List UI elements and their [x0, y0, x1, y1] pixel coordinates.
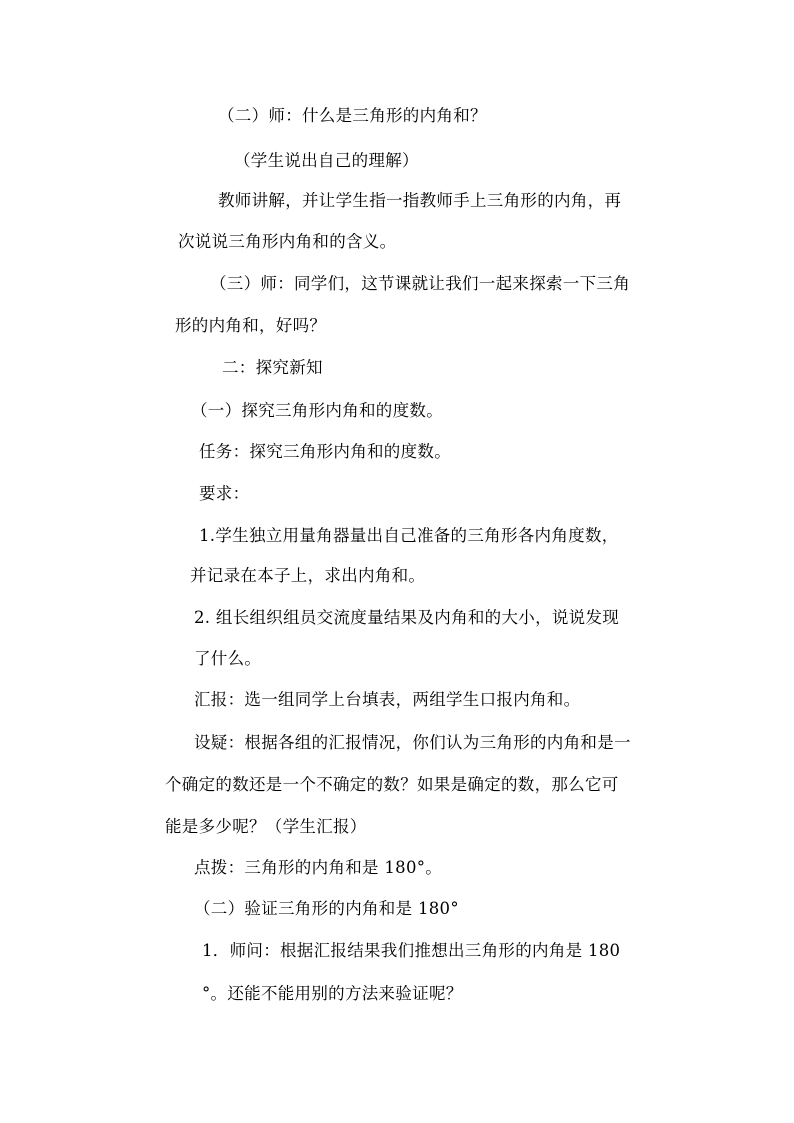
text-line: 教师讲解，并让学生指一指教师手上三角形的内角，再 — [218, 191, 622, 210]
text-line: 要求： — [199, 484, 250, 503]
subsection-heading: （二）验证三角形的内角和是 180° — [194, 899, 459, 918]
text-line: 并记录在本子上，求出内角和。 — [190, 566, 426, 585]
text-line: 个确定的数还是一个不确定的数？如果是确定的数，那么它可 — [165, 775, 619, 794]
list-item: 1．师问：根据汇报结果我们推想出三角形的内角是 180 — [202, 941, 621, 960]
text-line: 能是多少呢？（学生汇报） — [165, 817, 367, 836]
section-heading: 二：探究新知 — [222, 358, 323, 377]
text-line: °。还能不能用别的方法来验证呢？ — [202, 984, 463, 1003]
list-item: 1.学生独立用量角器量出自己准备的三角形各内角度数， — [199, 526, 619, 545]
text-line: 任务：探究三角形内角和的度数。 — [199, 442, 451, 461]
text-line: 次说说三角形内角和的含义。 — [178, 232, 397, 251]
text-line: 设疑：根据各组的汇报情况，你们认为三角形的内角和是一 — [194, 733, 631, 752]
subsection-heading: （一）探究三角形内角和的度数。 — [191, 401, 443, 420]
text-line: （学生说出自己的理解） — [234, 151, 419, 170]
text-line: （三）师：同学们，这节课就让我们一起来探索一下三角 — [210, 274, 630, 293]
text-line: （二）师：什么是三角形的内角和？ — [218, 106, 487, 125]
list-item: 2. 组长组织组员交流度量结果及内角和的大小，说说发现 — [194, 608, 620, 627]
text-line: 汇报：选一组同学上台填表，两组学生口报内角和。 — [194, 690, 581, 709]
text-line: 点拨：三角形的内角和是 180°。 — [194, 858, 443, 877]
text-line: 形的内角和，好吗？ — [175, 316, 327, 335]
text-line: 了什么。 — [194, 649, 262, 668]
